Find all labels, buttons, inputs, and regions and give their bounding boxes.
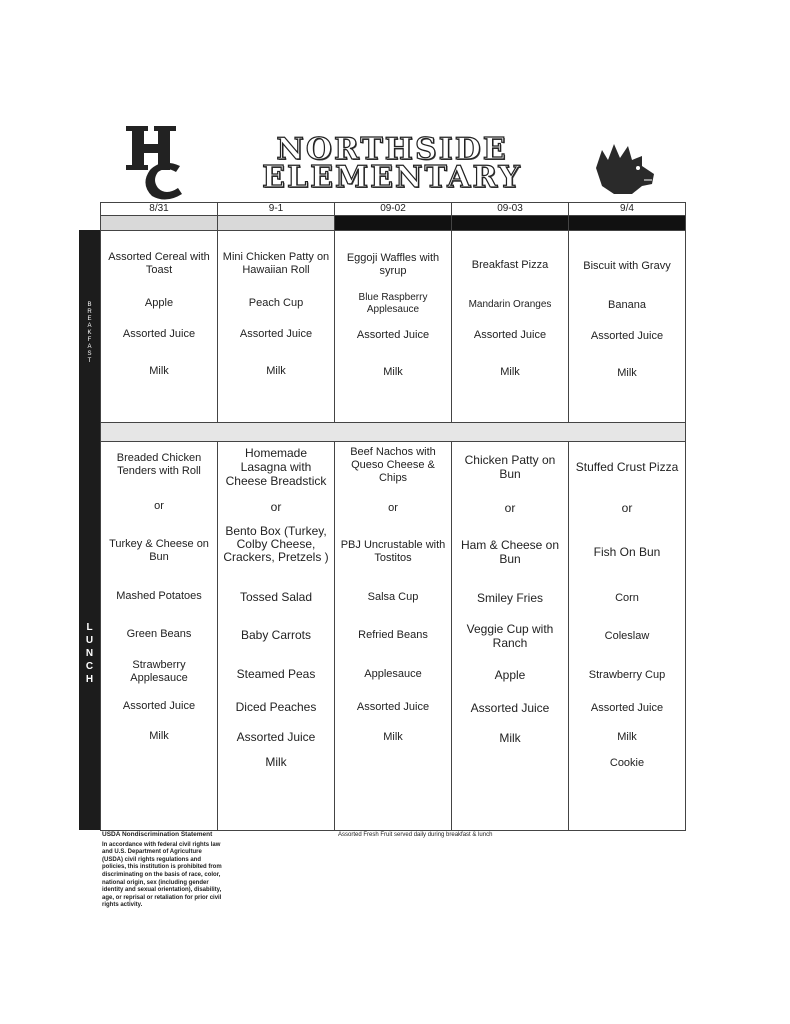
- menu-item: Eggoji Waffles with syrup: [346, 252, 440, 277]
- date-header: 8/31: [149, 203, 169, 214]
- lunch-side-label: [79, 622, 100, 690]
- lunch-day: [334, 442, 451, 830]
- breakfast-day: [451, 231, 568, 422]
- menu-item: Milk: [500, 366, 520, 378]
- menu-item: Steamed Peas: [236, 667, 316, 681]
- menu-item: Bento Box (Turkey, Colby Cheese, Crackers, Pretzels ): [223, 524, 329, 564]
- menu-item: Strawberry Applesauce: [130, 659, 188, 684]
- section-divider: [100, 423, 686, 441]
- menu-item: Breaded Chicken Tenders with Roll: [116, 452, 202, 477]
- menu-item: Fish On Bun: [593, 545, 661, 559]
- menu-item: Mashed Potatoes: [116, 590, 202, 602]
- menu-item: Green Beans: [126, 628, 192, 640]
- lunch-label-text: LUNCH: [84, 622, 95, 687]
- menu-item: Peach Cup: [248, 297, 304, 309]
- date-header: 09-02: [334, 203, 451, 215]
- breakfast-day: [101, 231, 217, 422]
- menu-item: or: [154, 500, 164, 512]
- menu-item: Milk: [266, 365, 286, 377]
- menu-item: Breakfast Pizza: [471, 259, 549, 271]
- menu-item: Milk: [617, 367, 637, 379]
- band-cell: [568, 216, 685, 230]
- menu-item: Assorted Juice: [356, 701, 430, 713]
- menu-item: Homemade Lasagna with Cheese Breadstick: [225, 446, 327, 488]
- date-header: 9/4: [568, 203, 685, 215]
- menu-item: Strawberry Cup: [588, 669, 666, 681]
- menu-item: Biscuit with Gravy: [583, 260, 671, 272]
- menu-item: Milk: [499, 731, 521, 745]
- breakfast-label-text: BREAKFAST: [86, 302, 93, 365]
- date-band: [100, 215, 686, 231]
- title-line-2: ELEMENTARY: [262, 160, 522, 195]
- menu-item: Assorted Juice: [236, 730, 316, 744]
- menu-item: Assorted Juice: [590, 330, 664, 342]
- band-cell: [217, 216, 334, 230]
- band-cell: [101, 216, 217, 230]
- menu-item: Milk: [617, 731, 637, 743]
- menu-item: Apple: [494, 668, 526, 682]
- menu-item: Banana: [608, 299, 646, 311]
- menu-item: Turkey & Cheese on Bun: [109, 538, 209, 563]
- lunch-sidebar: [79, 422, 100, 830]
- menu-item: Mandarin Oranges: [468, 299, 552, 310]
- menu-item: Assorted Juice: [473, 329, 547, 341]
- menu-item: or: [270, 500, 282, 514]
- menu-item: Refried Beans: [358, 629, 428, 641]
- menu-item: Ham & Cheese on Bun: [460, 538, 560, 566]
- menu-item: Apple: [144, 297, 174, 309]
- band-cell: [334, 216, 451, 230]
- statement-text: In accordance with federal civil rights law and U.S. Department of Agriculture (USDA) civil rights regulations and policies, this institution is prohibited from discriminating on the basis of race, color, national origin, sex (including gender identity and sexual orientation), disability, age, or reprisal or retaliation for prior civil rights activity.: [102, 841, 222, 909]
- lunch-day: [568, 442, 685, 830]
- date-header: 09-03: [451, 203, 568, 215]
- breakfast-day: [217, 231, 334, 422]
- statement-title: USDA Nondiscrimination Statement: [102, 831, 213, 838]
- menu-item: Mini Chicken Patty on Hawaiian Roll: [222, 251, 330, 276]
- menu-item: Baby Carrots: [240, 628, 312, 642]
- menu-item: Applesauce: [364, 668, 422, 680]
- fresh-fruit-note: Assorted Fresh Fruit served daily during breakfast & lunch: [338, 832, 493, 838]
- menu-item: Beef Nachos with Queso Cheese & Chips: [350, 446, 436, 484]
- date-header: 9-1: [217, 203, 334, 215]
- menu-item: PBJ Uncrustable with Tostitos: [340, 539, 446, 564]
- menu-item: Assorted Cereal with Toast: [108, 251, 210, 276]
- breakfast-day: [334, 231, 451, 422]
- breakfast-section: [100, 231, 686, 423]
- menu-item: Smiley Fries: [476, 591, 543, 605]
- menu-item: or: [621, 501, 633, 515]
- menu-item: Blue Raspberry Applesauce: [358, 292, 428, 315]
- breakfast-day: [568, 231, 685, 422]
- nondiscrimination-statement: [102, 831, 222, 910]
- date-header-row: [100, 202, 686, 215]
- menu-item: Tossed Salad: [239, 590, 313, 604]
- menu-item: Assorted Juice: [590, 702, 664, 714]
- lunch-day: [217, 442, 334, 830]
- menu-item: Coleslaw: [604, 630, 650, 642]
- mascot-logo: [592, 140, 656, 196]
- band-cell: [451, 216, 568, 230]
- menu-item: Milk: [149, 365, 169, 377]
- school-title: [262, 132, 522, 195]
- hc-logo: [126, 126, 190, 200]
- menu-item: or: [388, 502, 398, 514]
- menu-item: Stuffed Crust Pizza: [575, 460, 679, 474]
- lunch-day: [451, 442, 568, 830]
- menu-item: Chicken Patty on Bun: [464, 453, 556, 481]
- menu-item: Assorted Juice: [356, 329, 430, 341]
- menu-item: Corn: [615, 592, 639, 604]
- menu-item: Assorted Juice: [122, 328, 196, 340]
- menu-item: Milk: [149, 730, 169, 742]
- menu-item: Assorted Juice: [239, 328, 313, 340]
- lunch-section: [100, 441, 686, 831]
- menu-item: Cookie: [609, 757, 645, 769]
- menu-item: Veggie Cup with Ranch: [466, 622, 554, 650]
- title-line-1: NORTHSIDE: [276, 132, 508, 167]
- menu-item: Assorted Juice: [122, 700, 196, 712]
- menu-item: Salsa Cup: [367, 591, 419, 603]
- menu-item: or: [504, 501, 516, 515]
- menu-item: Milk: [265, 755, 287, 769]
- menu-item: Milk: [383, 731, 403, 743]
- breakfast-sidebar: [79, 230, 100, 422]
- menu-item: Diced Peaches: [235, 700, 317, 714]
- menu-grid: [100, 202, 686, 831]
- lunch-day: [101, 442, 217, 830]
- menu-item: Milk: [383, 366, 403, 378]
- breakfast-side-label: [79, 302, 100, 368]
- menu-item: Assorted Juice: [470, 701, 550, 715]
